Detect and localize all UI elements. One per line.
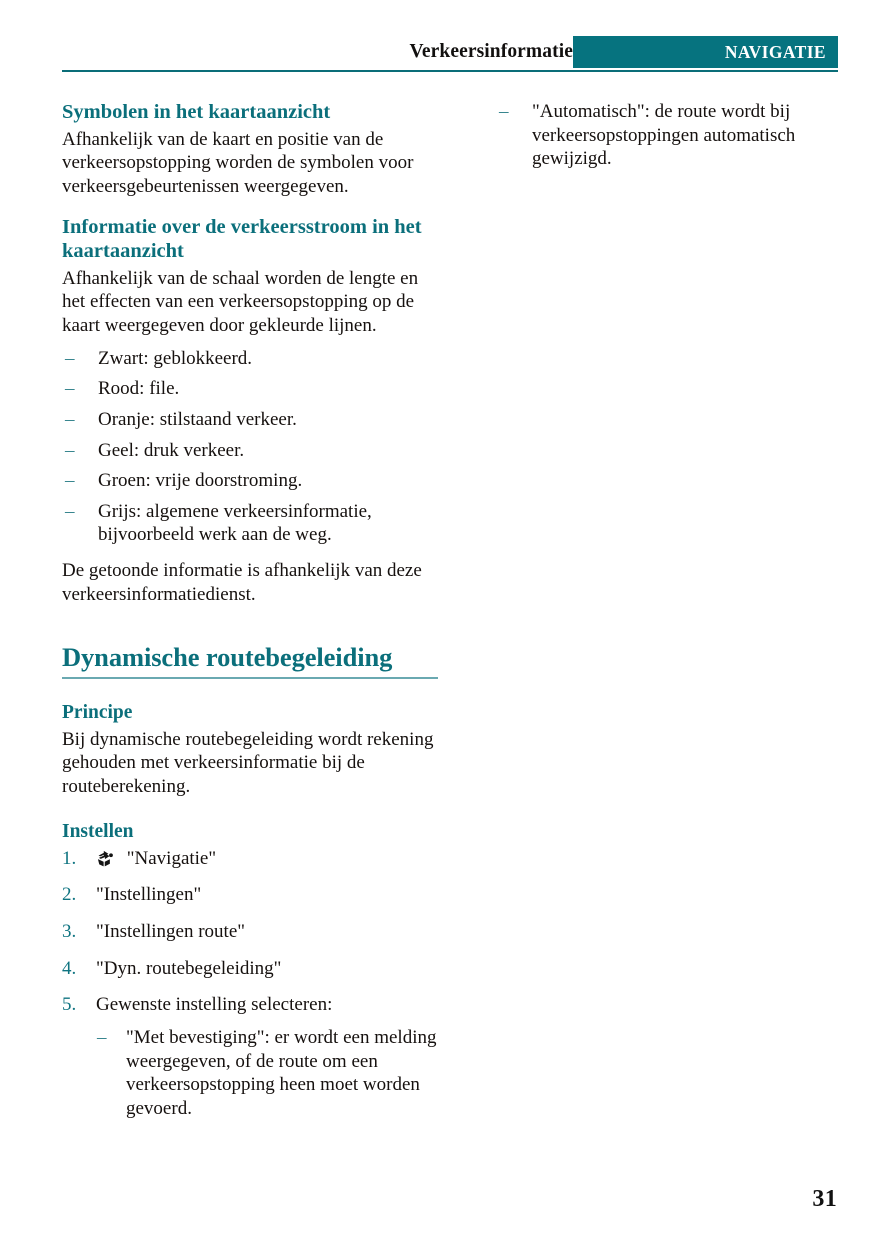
list-item	[62, 469, 438, 493]
list-item-step-5	[62, 993, 438, 1120]
paragraph-principe: Bij dynamische routebegeleiding wordt rekening gehouden met verkeersinformatie bij de routeberekening.	[62, 728, 434, 797]
list-item-step-1	[62, 847, 438, 871]
header-section-title: Verkeersinformatie	[409, 41, 573, 62]
list-item-step-3	[62, 920, 438, 944]
dash-bullet-icon: –	[97, 1027, 107, 1049]
step-label: Gewenste instelling selecteren:	[96, 994, 333, 1016]
paragraph-verkeersinformatiedienst: De getoonde informatie is afhankelijk van deze verkeersinformatiedienst.	[62, 560, 422, 605]
step-label: "Instellingen route"	[96, 921, 246, 943]
heading-underline-rule	[62, 677, 438, 679]
list-item	[62, 377, 438, 401]
list-item-label: "Automatisch": de route wordt bij verkeersopstoppingen automatisch gewijzigd.	[532, 101, 796, 170]
list-item-label: Zwart: geblokkeerd.	[98, 347, 253, 369]
header-divider-rule	[62, 70, 838, 72]
list-item	[62, 439, 438, 463]
step-label: "Dyn. routebegeleiding"	[96, 957, 282, 979]
page-header	[62, 36, 838, 68]
heading-instellen: Instellen	[62, 821, 134, 843]
list-item	[62, 347, 438, 371]
list-item-label: Oranje: stilstaand verkeer.	[98, 408, 297, 430]
list-item-label: "Met bevestiging": er wordt een melding weergegeven, of de route om een verkeersopstopping heen moet worden gevoerd.	[126, 1027, 437, 1119]
list-item-label: Geel: druk verkeer.	[98, 439, 245, 461]
step-number: 3.	[62, 921, 77, 943]
right-column	[496, 100, 872, 180]
header-chapter-band	[573, 36, 838, 68]
heading-informatie-verkeersstroom: Informatie over de verkeersstroom in het kaartaanzicht	[62, 215, 422, 263]
dash-bullet-icon: –	[65, 408, 75, 430]
instellen-substeps-list	[96, 1026, 438, 1121]
list-item-label: Rood: file.	[98, 378, 180, 400]
dash-bullet-icon: –	[65, 347, 75, 369]
step-number: 5.	[62, 994, 77, 1016]
step-label: "Instellingen"	[96, 884, 202, 906]
step-label: "Navigatie"	[126, 847, 217, 869]
dash-bullet-icon: –	[499, 101, 509, 122]
heading-principe: Principe	[62, 702, 133, 724]
page-number: 31	[812, 1186, 837, 1212]
paragraph-verkeersstroom: Afhankelijk van de schaal worden de lengte en het effecten van een verkeersopstopping op de kaart weergegeven door gekleurde lijnen.	[62, 267, 419, 336]
list-item	[96, 1026, 438, 1121]
instellen-steps-list	[62, 847, 438, 1121]
step-number: 1.	[62, 847, 77, 869]
dash-bullet-icon: –	[65, 500, 75, 522]
dash-bullet-icon: –	[65, 470, 75, 492]
navigation-map-icon	[96, 850, 115, 867]
list-item-label: Groen: vrije doorstroming.	[98, 470, 303, 492]
list-item	[496, 100, 872, 171]
list-item-step-4	[62, 957, 438, 981]
left-column	[62, 100, 438, 1121]
list-item	[62, 408, 438, 432]
list-item-label: Grijs: algemene verkeersinformatie, bijvoorbeeld werk aan de weg.	[98, 500, 372, 546]
dash-bullet-icon: –	[65, 378, 75, 400]
paragraph-symbolen: Afhankelijk van de kaart en positie van de verkeersopstopping worden de symbolen voor verkeersgebeurtenissen weergegeven.	[62, 128, 414, 197]
dash-bullet-icon: –	[65, 439, 75, 461]
list-item	[62, 500, 438, 547]
step-number: 2.	[62, 884, 77, 906]
right-column-list	[496, 100, 872, 171]
step-number: 4.	[62, 957, 77, 979]
verkeersstroom-color-list	[62, 347, 438, 547]
heading-symbolen-in-het-kaartaanzicht: Symbolen in het kaartaanzicht	[62, 101, 331, 123]
heading-dynamische-routebegeleiding: Dynamische routebegeleiding	[62, 642, 393, 673]
list-item-step-2	[62, 883, 438, 907]
header-chapter-label: NAVIGATIE	[724, 42, 826, 62]
